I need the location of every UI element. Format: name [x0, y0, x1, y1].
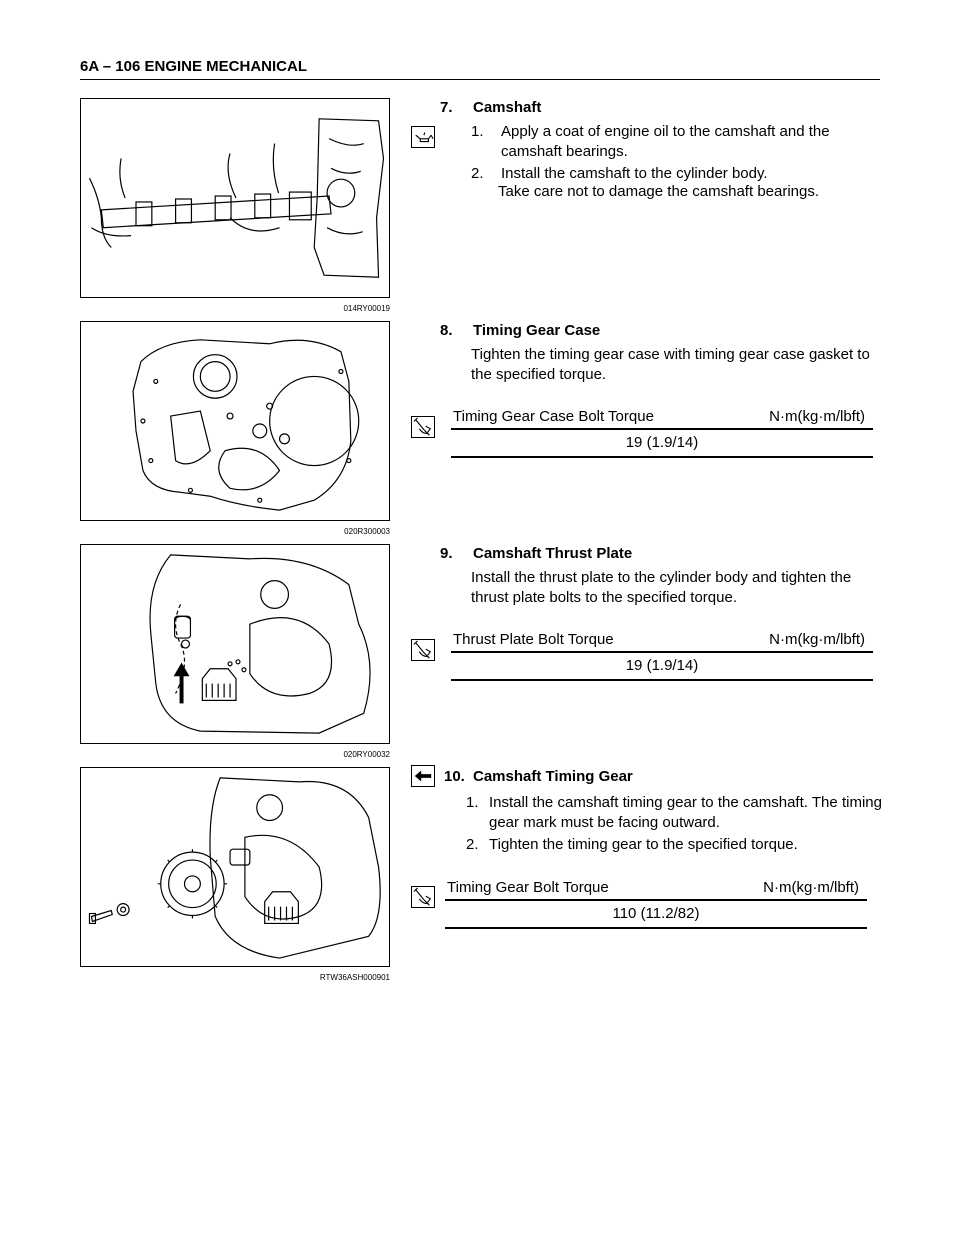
- figure-id: 020RY00032: [343, 750, 390, 759]
- header-rule: [80, 79, 880, 80]
- page-header: 6A – 106 ENGINE MECHANICAL: [80, 58, 307, 75]
- camshaft-illustration: [80, 98, 390, 298]
- torque-value: 19 (1.9/14): [451, 430, 873, 458]
- torque-label: Timing Gear Bolt Torque: [447, 879, 609, 896]
- figure-id: 014RY00019: [343, 304, 390, 313]
- torque-value: 19 (1.9/14): [451, 653, 873, 681]
- step-number: 7.: [440, 99, 453, 116]
- list-item: 1. Apply a coat of engine oil to the camshaft and the camshaft bearings.: [471, 123, 830, 160]
- direction-arrow-icon: [411, 765, 435, 787]
- step-title: [440, 322, 600, 339]
- timing-gear-case-illustration: [80, 321, 390, 521]
- torque-spec-header: [451, 406, 873, 430]
- torque-value: 110 (11.2/82): [445, 901, 867, 929]
- step-title-text: Camshaft Thrust Plate: [473, 545, 633, 562]
- step-title-text: Camshaft Timing Gear: [473, 768, 633, 785]
- step-number: 8.: [440, 322, 453, 339]
- step-title-text: Timing Gear Case: [473, 322, 601, 339]
- step-title: [444, 768, 633, 785]
- torque-label: Thrust Plate Bolt Torque: [453, 631, 614, 648]
- oil-can-icon: [411, 126, 435, 148]
- torque-unit: N·m(kg·m/lbft): [769, 408, 865, 425]
- list-item: 1. Install the camshaft timing gear to the camshaft. The timing gear mark must be facing outward.: [466, 794, 882, 831]
- step-text: Tighten the timing gear case with timing gear case gasket to the specified torque.: [471, 346, 870, 383]
- step-text: Install the thrust plate to the cylinder body and tighten the thrust plate bolts to the specified torque.: [471, 569, 852, 606]
- figure-id: RTW36ASH000901: [319, 973, 390, 982]
- torque-label: Timing Gear Case Bolt Torque: [453, 408, 654, 425]
- torque-wrench-icon: [411, 886, 435, 908]
- caution-note: Take care not to damage the camshaft bearings.: [498, 183, 820, 200]
- step-title: [440, 545, 632, 562]
- torque-unit: N·m(kg·m/lbft): [763, 879, 859, 896]
- torque-spec-table: [451, 406, 873, 458]
- step-number: 9.: [440, 545, 453, 562]
- torque-wrench-icon: [411, 416, 435, 438]
- step-title-text: Camshaft: [473, 99, 542, 116]
- torque-spec-header: [445, 877, 867, 901]
- torque-unit: N·m(kg·m/lbft): [769, 631, 865, 648]
- figure-id: 020R300003: [344, 527, 390, 536]
- torque-wrench-icon: [411, 639, 435, 661]
- step-number: 10.: [444, 768, 465, 785]
- thrust-plate-illustration: [80, 544, 390, 744]
- list-item: 2. Install the camshaft to the cylinder body.: [471, 165, 768, 182]
- torque-spec-table: [451, 629, 873, 681]
- list-item: 2. Tighten the timing gear to the specified torque.: [466, 836, 798, 853]
- camshaft-timing-gear-illustration: [80, 767, 390, 967]
- torque-spec-header: [451, 629, 873, 653]
- torque-spec-table: [445, 877, 867, 929]
- step-title: [440, 99, 541, 116]
